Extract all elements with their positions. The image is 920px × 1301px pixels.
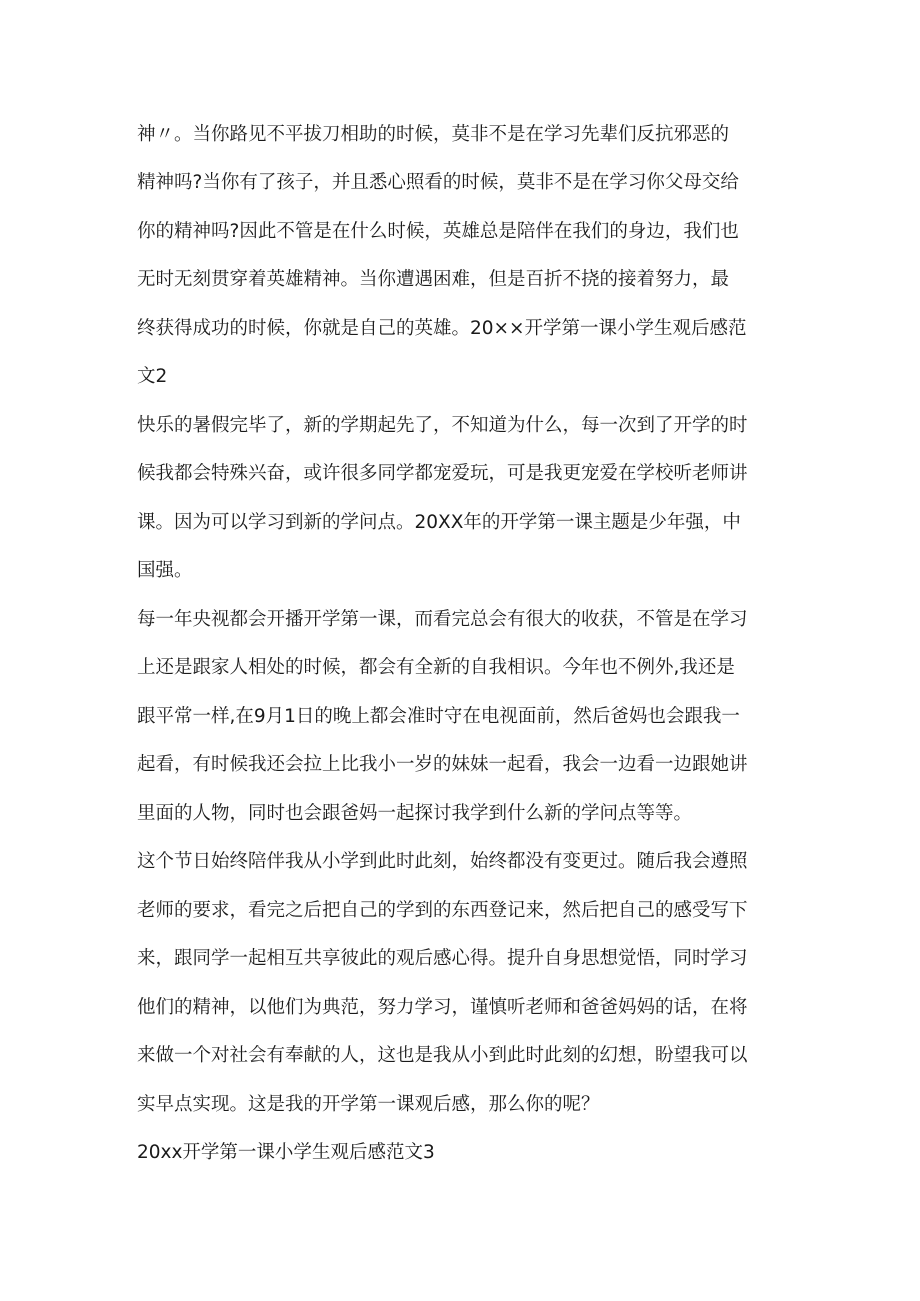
text-line: 他们的精神，以他们为典范，努力学习，谨慎听老师和爸爸妈妈的话，在将 <box>137 997 748 1018</box>
text-line: 跟平常一样,在9月1日的晚上都会准时守在电视面前，然后爸妈也会跟我一 <box>137 706 740 727</box>
text-line: 老师的要求，看完之后把自己的学到的东西登记来，然后把自己的感受写下 <box>137 900 748 921</box>
text-line: 课。因为可以学习到新的学问点。20XX年的开学第一课主题是少年强，中 <box>137 512 741 533</box>
text-line: 国强。 <box>137 560 193 581</box>
text-line: 这个节日始终陪伴我从小学到此时此刻，始终都没有变更过。随后我会遵照 <box>137 851 748 872</box>
text-line: 精神吗?当你有了孩子，并且悉心照看的时候，莫非不是在学习你父母交给 <box>137 172 739 193</box>
text-line: 每一年央视都会开播开学第一课，而看完总会有很大的收获，不管是在学习 <box>137 609 748 630</box>
text-line: 来做一个对社会有奉献的人，这也是我从小到此时此刻的幻想，盼望我可以 <box>137 1045 748 1066</box>
text-line: 里面的人物，同时也会跟爸妈一起探讨我学到什么新的学问点等等。 <box>137 803 693 824</box>
text-line: 候我都会特殊兴奋，或许很多同学都宠爱玩，可是我更宠爱在学校听老师讲 <box>137 463 748 484</box>
text-line: 神〃。当你路见不平拔刀相助的时候，莫非不是在学习先辈们反抗邪恶的 <box>137 124 730 145</box>
text-line: 上还是跟家人相处的时候，都会有全新的自我相识。今年也不例外,我还是 <box>137 657 735 678</box>
text-line: 终获得成功的时候，你就是自己的英雄。20××开学第一课小学生观后感范 <box>137 318 747 339</box>
text-line: 起看，有时候我还会拉上比我小一岁的妹妹一起看，我会一边看一边跟她讲 <box>137 754 748 775</box>
text-line: 来，跟同学一起相互共享彼此的观后感心得。提升自身思想觉悟，同时学习 <box>137 948 748 969</box>
text-line: 文2 <box>137 366 168 387</box>
text-line: 无时无刻贯穿着英雄精神。当你遭遇困难，但是百折不挠的接着努力，最 <box>137 269 730 290</box>
text-line: 你的精神吗?因此不管是在什么时候，英雄总是陪伴在我们的身边，我们也 <box>137 221 739 242</box>
text-line: 实早点实现。这是我的开学第一课观后感，那么你的呢？ <box>137 1094 600 1115</box>
text-line: 快乐的暑假完毕了，新的学期起先了，不知道为什么，每一次到了开学的时 <box>137 415 748 436</box>
section-heading: 20xx开学第一课小学生观后感范文3 <box>137 1142 435 1163</box>
